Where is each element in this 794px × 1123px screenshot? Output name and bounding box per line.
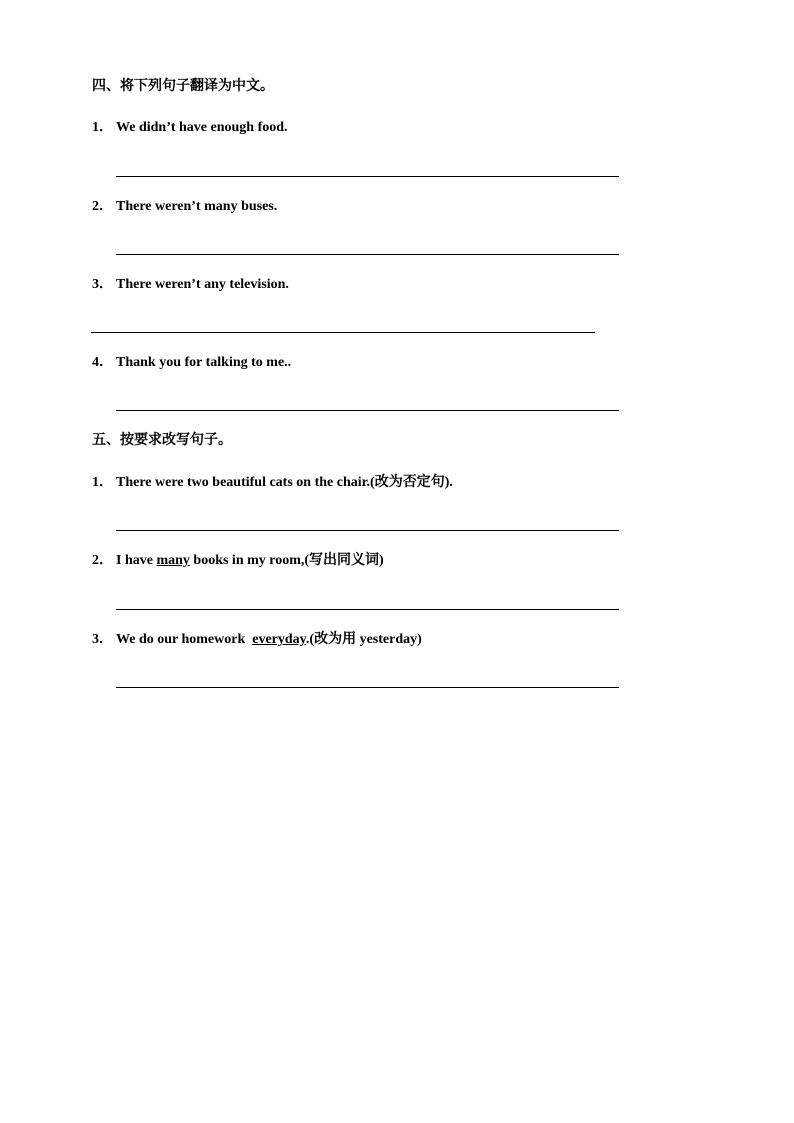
answer-line[interactable]: [116, 254, 619, 255]
item-number: 3．: [92, 632, 113, 647]
item-text: There were two beautiful cats on the chair.(改为否定句).: [116, 475, 453, 490]
answer-line[interactable]: [116, 687, 619, 688]
item-text-after: books in my room,(写出同义词): [189, 553, 384, 568]
item-text-after: .(改为用 yesterday): [305, 632, 422, 647]
item-number: 2．: [92, 553, 113, 568]
section-5-heading: 五、按要求改写句子。: [92, 433, 232, 448]
answer-line[interactable]: [116, 410, 619, 411]
answer-line[interactable]: [116, 530, 619, 531]
underlined-word: many: [156, 553, 190, 568]
item-number: 4．: [92, 355, 113, 370]
answer-line[interactable]: [116, 176, 619, 177]
section-4-item-4: [92, 354, 291, 372]
item-number: 1．: [92, 120, 113, 135]
section-4-item-2: [92, 198, 277, 216]
item-text: There weren’t many buses.: [116, 199, 278, 214]
section-4-item-3: [92, 276, 289, 294]
section-4-item-1: [92, 119, 288, 137]
item-number: 2．: [92, 199, 113, 214]
item-number: 3．: [92, 277, 113, 292]
underlined-word: everyday: [252, 632, 306, 647]
section-5-item-2: [92, 552, 384, 570]
item-text: There weren’t any television.: [116, 277, 289, 292]
answer-line[interactable]: [116, 609, 619, 610]
item-text: We didn’t have enough food.: [116, 120, 288, 135]
item-text-before: I have: [116, 553, 157, 568]
item-text: Thank you for talking to me..: [116, 355, 292, 370]
answer-line[interactable]: [91, 332, 595, 333]
item-text-before: We do our homework: [116, 632, 253, 647]
section-5-item-1: [92, 474, 453, 492]
section-5-item-3: [92, 631, 422, 649]
section-4-heading: 四、将下列句子翻译为中文。: [92, 79, 274, 94]
item-number: 1．: [92, 475, 113, 490]
